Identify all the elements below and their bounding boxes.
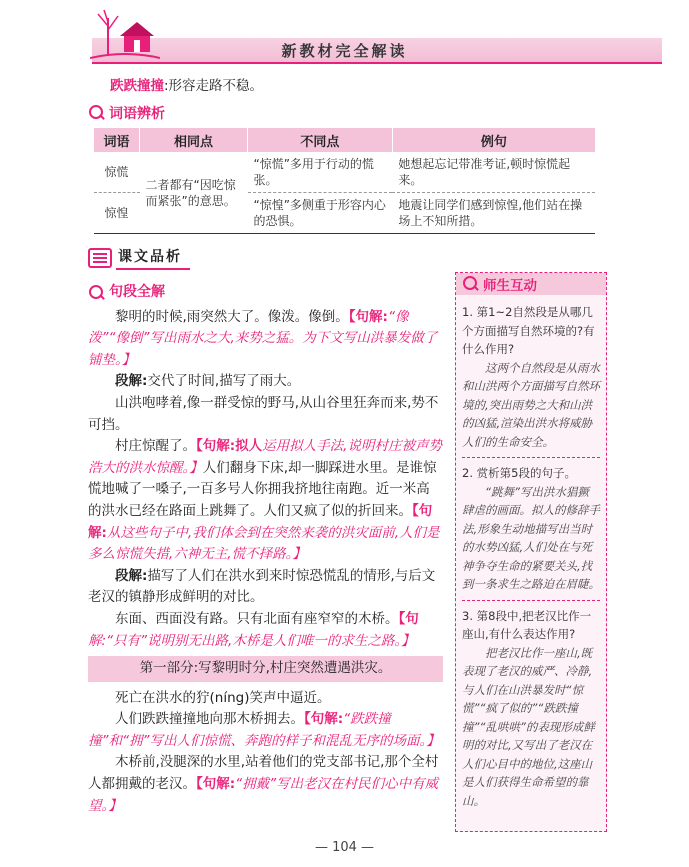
divider [462, 457, 600, 458]
divider [462, 600, 600, 601]
book-icon [88, 248, 112, 268]
table-cell-example: 地震让同学们感到惊惶,他们站在操场上不知所措。 [392, 193, 595, 234]
table-cell-same: 二者都有“因吃惊而紧张”的意思。 [140, 152, 248, 234]
note-label: 【句解:拟人 [196, 438, 263, 455]
intro-text: :形容走路不稳。 [164, 78, 264, 94]
note-label: 【句解: [196, 776, 236, 793]
sidebar-question: 1. 第1~2自然段是从哪几个方面描写自然环境的?有什么作用? [462, 305, 595, 356]
magnifier-icon [462, 275, 480, 293]
header-title: 新教材完全解读 [281, 42, 408, 60]
paragraph-text: 东面、西面没有路。只有北面有座窄窄的木桥。 [115, 610, 399, 627]
sentence-note: “像泼”“像倒”写出雨水之大,来势之猛。为下文写山洪暴发做了铺垫。】 [88, 308, 438, 368]
paragraph [88, 688, 443, 710]
paragraph-text: 山洪咆哮着,像一群受惊的野马,从山谷里狂奔而来,势不可挡。 [88, 394, 439, 433]
table-cell-example: 她想起忘记带准考证,顿时惊慌起来。 [392, 152, 595, 193]
paragraph [88, 566, 443, 609]
paragraph-text: 描写了人们在洪水到来时惊恐慌乱的情形,与后文老汉的镇静形成鲜明的对比。 [88, 567, 436, 606]
column-header: 相同点 [140, 128, 248, 152]
sentence-note: 从这些句子中,我们体会到在突然来袭的洪灾面前,人们是多么惊慌失措,六神无主,慌不择路。】 [88, 524, 440, 563]
paragraph [88, 307, 443, 372]
sentence-note: 运用拟人手法,说明村庄被声势浩大的洪水惊醒。】 [88, 438, 442, 476]
paragraph-text: 交代了时间,描写了雨大。 [147, 373, 301, 390]
paragraph-label: 段解: [115, 567, 148, 584]
sidebar-question: 3. 第8段中,把老汉比作一座山,有什么表达作用? [462, 608, 592, 641]
paragraph [88, 609, 443, 652]
sidebar-question: 2. 赏析第5段的句子。 [462, 466, 576, 480]
analysis-heading [88, 282, 443, 304]
paragraph [88, 752, 443, 817]
paragraph-text: 村庄惊醒了。 [115, 438, 196, 455]
sidebar-title: 师生互动 [483, 278, 537, 294]
word-analysis-title: 词语辨析 [109, 106, 165, 122]
analysis-column [88, 282, 443, 817]
sidebar-heading [456, 273, 606, 295]
paragraph [88, 393, 443, 436]
analysis-title: 句段全解 [109, 284, 165, 300]
intro-definition [110, 74, 263, 94]
note-label: 【句解: [304, 711, 344, 728]
word-comparison-table [93, 128, 595, 234]
paragraph-label: 段解: [115, 373, 148, 390]
paragraph-text: 人们翻身下床,却一脚踩进水里。是谁惊慌地喊了一嗓子,一百多号人你拥我挤地往南跑。近一米高的洪水已经在路面上跳舞了。人们又疯了似的折回来。 [88, 459, 437, 519]
column-header: 不同点 [248, 128, 393, 152]
page-number: — 104 — [314, 840, 375, 855]
magnifier-icon [88, 284, 106, 302]
sidebar-body [456, 295, 606, 814]
magnifier-icon [88, 104, 106, 122]
intro-term: 跌跌撞撞 [110, 78, 164, 94]
sentence-note: 解:“只有”说明别无出路,木桥是人们唯一的求生之路。】 [88, 632, 415, 649]
paragraph-text: 木桥前,没腿深的水里,站着他们的党支部书记,那个全村人都拥戴的老汉。 [88, 754, 439, 793]
banner-label: 课文品析 [116, 246, 190, 270]
sentence-note: “跌跌撞撞”和“拥”写出人们惊慌、奔跑的样子和混乱无序的场面。】 [88, 711, 440, 749]
column-header: 词语 [94, 128, 140, 152]
table-cell-word: 惊惶 [94, 193, 140, 234]
table-cell-word: 惊慌 [94, 152, 140, 193]
teacher-student-sidebar [455, 272, 607, 832]
table-header-row [94, 128, 596, 152]
note-label: 【句解: [88, 502, 433, 541]
paragraph [88, 709, 443, 752]
section-banner [88, 246, 190, 270]
sidebar-answer: 这两个自然段是从雨水和山洪两个方面描写自然环境的,突出雨势之大和山洪的凶猛,渲染出洪水将威胁人们的生命安全。 [462, 360, 600, 449]
part-summary: 第一部分:写黎明时分,村庄突然遭遇洪灾。 [88, 656, 443, 682]
note-label: 【句 [398, 610, 419, 627]
page-header [0, 0, 689, 66]
paragraph-text: 死亡在洪水的狞(níng)笑声中逼近。 [115, 689, 331, 706]
sidebar-answer: 把老汉比作一座山,既表现了老汉的威严、冷静,与人们在山洪暴发时“惊慌”“疯了似的”“跌跌撞撞”“乱哄哄”的表现形成鲜明的对比,又写出了老汉在人们心目中的地位,这座山是人们获得生命希望的靠山。 [462, 645, 595, 808]
paragraph [88, 371, 443, 393]
table-cell-diff: “惊慌”多用于行动的慌张。 [248, 152, 393, 193]
paragraph-text: 人们跌跌撞撞地向那木桥拥去。 [115, 711, 304, 728]
paragraph-text: 黎明的时候,雨突然大了。像泼。像倒。 [115, 308, 349, 325]
note-label: 【句解: [348, 308, 388, 325]
sidebar-answer: “跳舞”写出洪水猖獗肆虐的画面。拟人的修辞手法,形象生动地描写出当时的水势凶猛,人们处在与死神争夺生命的紧要关头,找到一条求生之路迫在眉睫。 [462, 484, 600, 591]
column-header: 例句 [392, 128, 595, 152]
word-analysis-heading [88, 103, 165, 123]
table-cell-diff: “惊惶”多侧重于形容内心的恐惧。 [248, 193, 393, 234]
paragraph [88, 436, 443, 566]
table-row [94, 152, 596, 193]
sentence-note: “拥戴”写出老汉在村民们心中有威望。】 [88, 776, 439, 814]
